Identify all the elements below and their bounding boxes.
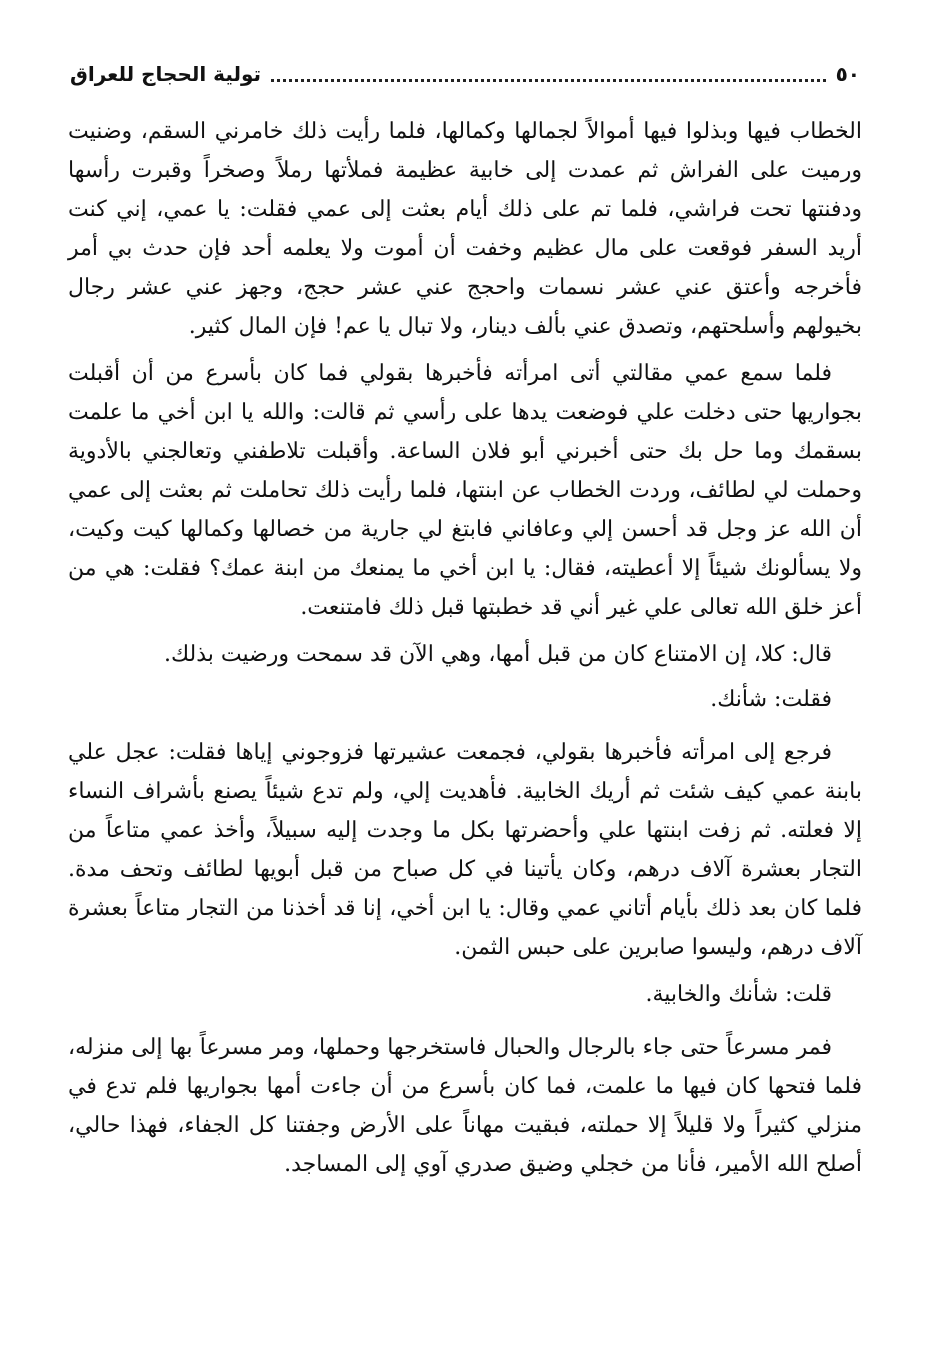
paragraph: الخطاب فيها وبذلوا فيها أموالاً لجمالها وكمالها، فلما رأيت ذلك خامرني السقم، وضنيت ورميت على الفراش ثم عمدت إلى خابية عظيمة فملأتها رملاً وصخراً وقبرت رأسها ودفنتها تحت فراشي، فلما تم على ذلك أيام بعثت إلى عمي فقلت: يا عمي، إني كنت أريد السفر فوقعت على مال عظيم وخفت أن أموت ولا يعلمه أحد فإن حدث بي أمر فأخرجه وأعتق عني عشر نسمات واحجج عني عشر حجج، وجهز عني عشر رجال بخيولهم وأسلحتهم، وتصدق عني بألف دينار، ولا تبال يا عم! فإن المال كثير. <box>68 119 862 339</box>
paragraph: فمر مسرعاً حتى جاء بالرجال والحبال فاستخرجها وحملها، ومر مسرعاً بها إلى منزله، فلما فتحها كان فيها ما علمت، فما كان بأسرع من أن جاءت أمها بجواريها فلم تدع في منزلي كثيراً ولا قليلاً إلا حملته، فبقيت مهاناً على الأرض وجفتنا كل الجفاء، فهذا حالي، أصلح الله الأمير، فأنا من خجلي وضيق صدري آوي إلى المساجد. <box>68 1035 862 1177</box>
paragraph: قلت: شأنك والخابية. <box>645 982 832 1007</box>
page-number: ٥٠ <box>835 62 860 86</box>
page-body <box>68 112 862 1192</box>
page-header <box>70 56 860 92</box>
paragraph: فقلت: شأنك. <box>710 687 832 712</box>
running-title: تولية الحجاج للعراق <box>70 62 262 86</box>
paragraph: فرجع إلى امرأته فأخبرها بقولي، فجمعت عشيرتها فزوجوني إياها فقلت: عجل علي بابنة عمي كيف شئت ثم أريك الخابية. فأهديت إلي، ولم تدع شيئاً يصنع بأشراف النساء إلا فعلته. ثم زفت ابنتها علي وأحضرتها بكل ما وجدت إليه سبيلاً، وأخذ عمي متاعاً من التجار بعشرة آلاف درهم، وكان يأتينا في كل صباح من قبل أبويها لطائف وتحف مدة. فلما كان بعد ذلك بأيام أتاني عمي وقال: يا ابن أخي، إنا قد أخذنا من التجار متاعاً بعشرة آلاف درهم، وليسوا صابرين على حبس الثمن. <box>68 740 863 960</box>
paragraph: قال: كلا، إن الامتناع كان من قبل أمها، وهي الآن قد سمحت ورضيت بذلك. <box>163 642 832 667</box>
paragraph: فلما سمع عمي مقالتي أتى امرأته فأخبرها بقولي فما كان بأسرع من أن أقبلت بجواريها حتى دخلت علي فوضعت يدها على رأسي ثم قالت: والله يا ابن أخي ما علمت بسقمك وما حل بك حتى أخبرني أبو فلان الساعة. وأقبلت تلاطفني وتعالجني بالأدوية وحملت لي لطائف، وردت الخطاب عن ابنتها، فلما رأيت ذلك تحاملت ثم بعثت إلى عمي أن الله عز وجل قد أحسن إلي وعافاني فابتغ لي جارية من خصالها وكمالها كيت وكيت، ولا يسألونك شيئاً إلا أعطيته، فقال: يا ابن أخي ما يمنعك من ابنة عمك؟ فقلت: هي من أعز خلق الله تعالى علي غير أني قد خطبتها قبل ذلك فامتنعت. <box>68 361 862 620</box>
dotted-leader <box>271 79 826 82</box>
